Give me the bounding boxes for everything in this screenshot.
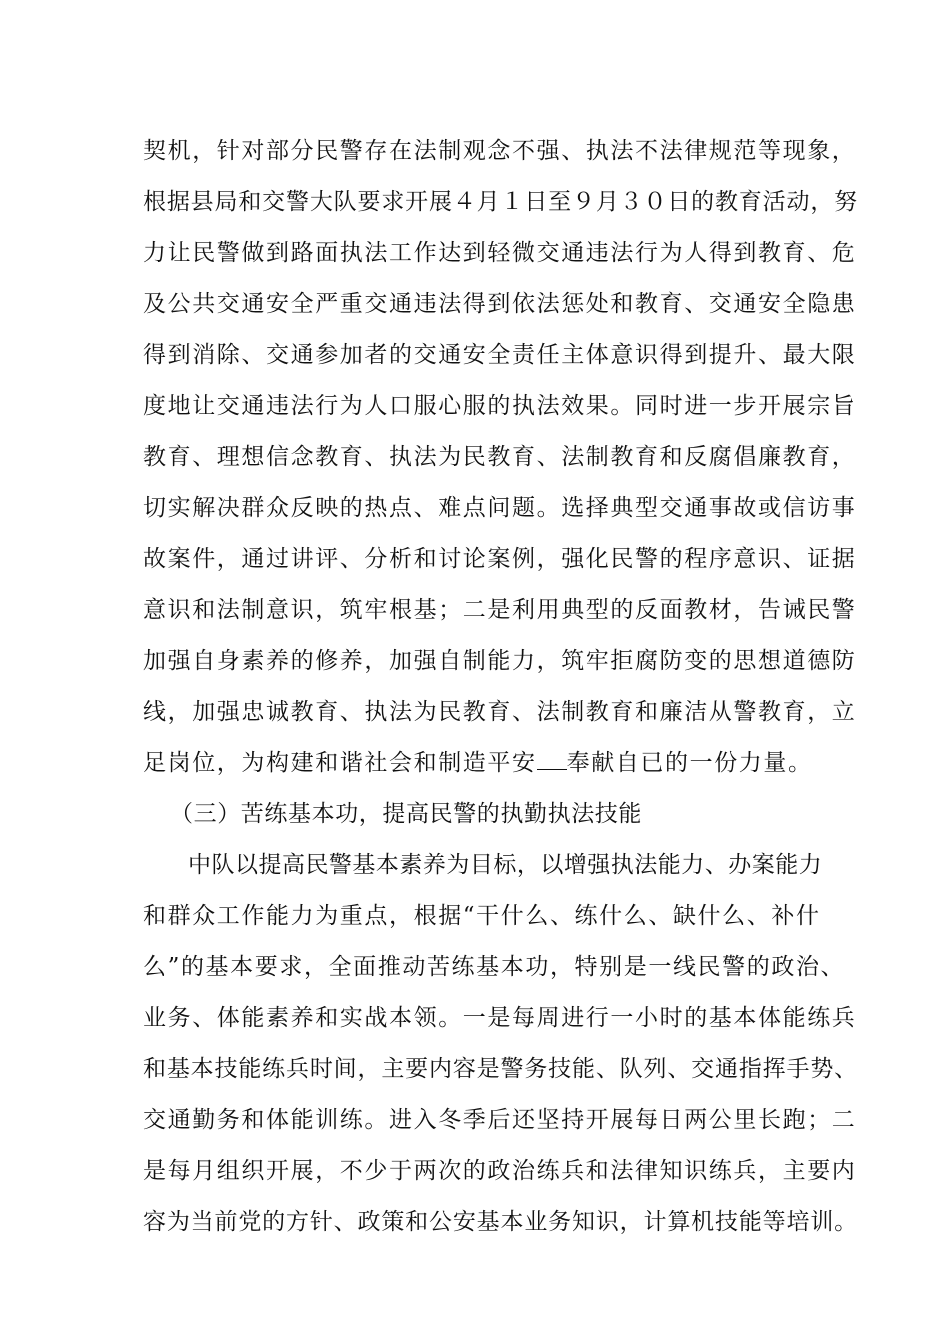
text-line: 及公共交通安全严重交通违法得到依法惩处和教育、交通安全隐患 [143, 291, 857, 317]
text-line: 力让民警做到路面执法工作达到轻微交通违法行为人得到教育、危 [143, 240, 857, 266]
text-line: 契机，针对部分民警存在法制观念不强、执法不法律规范等现象， [143, 138, 857, 164]
text-line-with-blank [143, 748, 843, 778]
section-heading: （三）苦练基本功，提高民警的执勤执法技能 [170, 801, 642, 827]
text-line: 切实解决群众反映的热点、难点问题。选择典型交通事故或信访事 [143, 495, 857, 521]
text-line: 得到消除、交通参加者的交通安全责任主体意识得到提升、最大限 [143, 342, 857, 368]
text-line: 交通勤务和体能训练。进入冬季后还坚持开展每日两公里长跑；二 [143, 1107, 857, 1133]
paragraph-first-line: 中队以提高民警基本素养为目标，以增强执法能力、办案能力 [188, 852, 823, 878]
text-after-blank: 奉献自已的一份力量。 [566, 750, 813, 776]
text-line: 教育、理想信念教育、执法为民教育、法制教育和反腐倡廉教育， [143, 444, 857, 470]
text-line: 是每月组织开展，不少于两次的政治练兵和法律知识练兵，主要内 [143, 1158, 857, 1184]
text-line: 容为当前党的方针、政策和公安基本业务知识，计算机技能等培训。 [143, 1209, 858, 1235]
blank-underline [537, 749, 567, 770]
text-line: 根据县局和交警大队要求开展４月１日至９月３０日的教育活动，努 [143, 189, 858, 215]
text-line: 线，加强忠诚教育、执法为民教育、法制教育和廉洁从警教育，立 [143, 699, 857, 725]
text-before-blank: 足岗位，为构建和谐社会和制造平安 [143, 750, 537, 776]
text-line: 加强自身素养的修养，加强自制能力，筑牢拒腐防变的思想道德防 [143, 648, 857, 674]
text-line: 和群众工作能力为重点，根据“干什么、练什么、缺什么、补什 [143, 903, 821, 929]
text-line: 么”的基本要求，全面推动苦练基本功，特别是一线民警的政治、 [143, 954, 846, 980]
text-line: 业务、体能素养和实战本领。一是每周进行一小时的基本体能练兵 [143, 1005, 857, 1031]
text-line: 和基本技能练兵时间，主要内容是警务技能、队列、交通指挥手势、 [143, 1056, 858, 1082]
text-line: 度地让交通违法行为人口服心服的执法效果。同时进一步开展宗旨 [143, 393, 857, 419]
text-line: 意识和法制意识，筑牢根基；二是利用典型的反面教材，告诫民警 [143, 597, 857, 623]
text-line: 故案件，通过讲评、分析和讨论案例，强化民警的程序意识、证据 [143, 546, 857, 572]
